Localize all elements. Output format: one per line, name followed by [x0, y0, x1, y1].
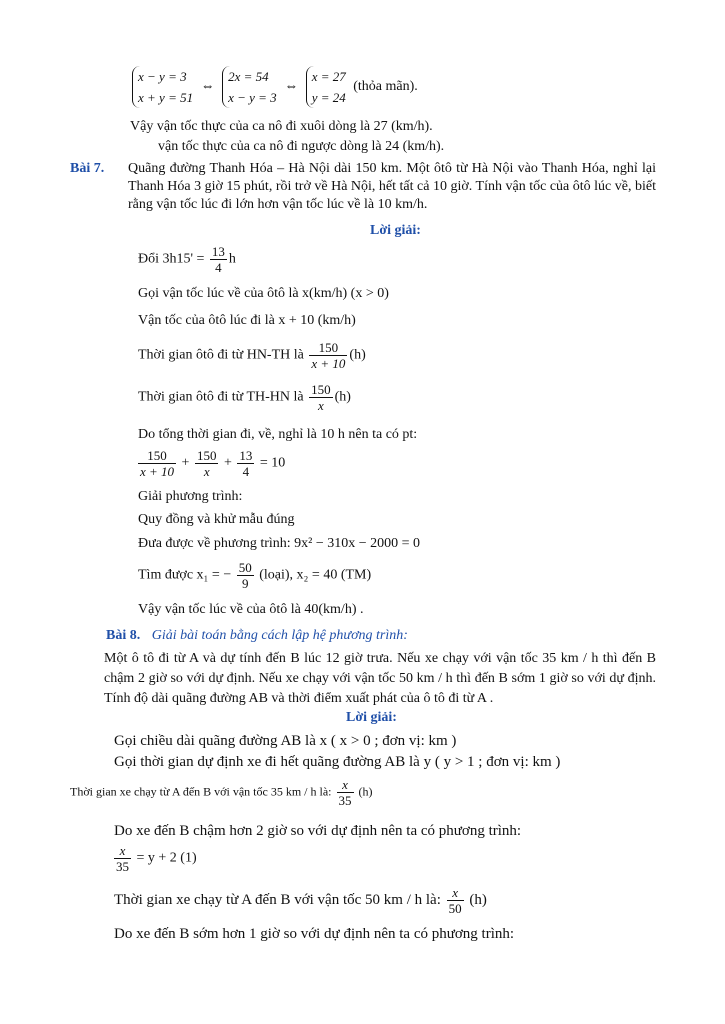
forward-speed-line: Vận tốc của ôtô lúc đi là x + 10 (km/h)	[138, 313, 356, 328]
common-denominator-line: Quy đồng và khử mẫu đúng	[138, 512, 295, 527]
equation-1: $\frac{x}{35}$ = y + 2 (1)	[116, 843, 197, 874]
exercise-7-text: Quãng đường Thanh Hóa – Hà Nội dài 150 km. Một ôtô từ Hà Nội vào Thanh Hóa, nghỉ lại Thanh Hóa 3 giờ 15 phút, rồi trở về Hà Nội, hết tất cả 10 giờ. Tính vận tốc của ôtô lúc về, biết rằng vận tốc lúc đi lớn hơn vận tốc lúc về là 10 km/h.	[128, 161, 656, 212]
time-hn-th-line: Thời gian ôtô đi từ HN-TH là $\frac{150}{x + 10}$ (h)	[138, 340, 366, 371]
conclusion-line-1: Vậy vận tốc thực của ca nô đi xuôi dòng là 27 (km/h).	[130, 119, 433, 134]
quadratic-line: Đưa được về phương trình: 9x² − 310x − 2000 = 0	[138, 536, 421, 551]
roots-line: Tìm được x₁ = − $\frac{50}{9}$ (loại), x₂ = 40 (TM)	[138, 560, 372, 591]
system-1: x − y = 3 x + y = 51	[132, 66, 193, 108]
solve-line: Giải phương trình:	[138, 489, 243, 504]
exercise-8-header	[106, 627, 408, 645]
let-speed-line: Gọi vận tốc lúc về của ôtô là x(km/h) (x > 0)	[138, 286, 389, 301]
early-line: Do xe đến B sớm hơn 1 giờ so với dự định nên ta có phương trình:	[114, 926, 515, 942]
exercise-7-label: Bài 7.	[70, 161, 105, 176]
system-3: x = 27 y = 24	[306, 66, 346, 108]
main-equation: $\frac{150}{x + 10}$ + $\frac{150}{x}$ + $\frac{13}{4}$ = 10	[140, 448, 286, 479]
time-th-hn-line: Thời gian ôtô đi từ TH-HN là $\frac{150}{x}$ (h)	[138, 382, 351, 413]
system-note: (thỏa mãn).	[353, 79, 418, 95]
exercise-7-solution-title: Lời giải:	[370, 223, 421, 238]
answer-line: Vậy vận tốc lúc về của ôtô là 40(km/h) .	[138, 602, 364, 617]
system-2: 2x = 54 x − y = 3	[222, 66, 277, 108]
convert-line: Đổi 3h15' = $\frac{13}{4}$ h	[138, 244, 236, 275]
conclusion-line-2: vận tốc thực của ca nô đi ngược dòng là 24 (km/h).	[158, 139, 445, 154]
time-35-line: Thời gian xe chạy từ A đến B với vận tốc 35 km / h là: $\frac{x}{35}$ (h)	[70, 777, 373, 808]
late-line: Do xe đến B chậm hơn 2 giờ so với dự định nên ta có phương trình:	[114, 823, 522, 839]
exercise-8-label: Bài 8.	[106, 628, 141, 643]
equation-system: x − y = 3 x + y = 51 ⇔ 2x = 54 x − y = 3 ⇔ x = 27 y = 24 (thỏa mãn).	[128, 66, 418, 108]
exercise-8-text: Một ô tô đi từ A và dự tính đến B lúc 12 giờ trưa. Nếu xe chạy với vận tốc 35 km / h thì đến B chậm 2 giờ so với dự định. Nếu xe chạy với vận tốc 50 km / h thì đến B sớm 1 giờ so với dự định. Tính độ dài quãng đường AB và thời điểm xuất phát của ô tô đi từ A .	[104, 651, 656, 706]
time-50-line: Thời gian xe chạy từ A đến B với vận tốc 50 km / h là: $\frac{x}{50}$ (h)	[114, 885, 487, 916]
exercise-8-subtitle: Giải bài toán bằng cách lập hệ phương trình:	[151, 628, 408, 643]
let-length-line: Gọi chiều dài quãng đường AB là x ( x > 0 ; đơn vị: km )	[114, 733, 457, 749]
exercise-8-solution-title: Lời giải:	[346, 710, 397, 725]
let-time-line: Gọi thời gian dự định xe đi hết quãng đường AB là y ( y > 1 ; đơn vị: km )	[114, 754, 561, 770]
total-time-line: Do tổng thời gian đi, về, nghỉ là 10 h nên ta có pt:	[138, 427, 418, 442]
